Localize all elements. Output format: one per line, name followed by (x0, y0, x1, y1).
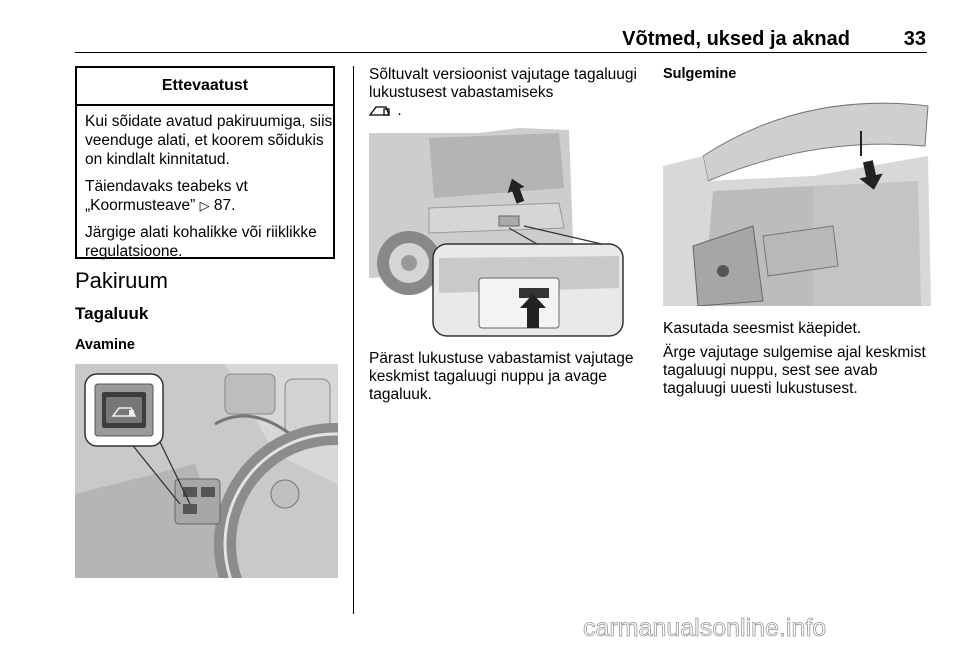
closing-heading: Sulgemine (663, 66, 737, 82)
rear-tailgate-button-illustration (369, 128, 625, 338)
warning-paragraph-2 (85, 177, 333, 215)
opening-heading: Avamine (75, 337, 135, 353)
header-title: Võtmed, uksed ja aknad (622, 28, 850, 50)
section-title: Pakiruum (75, 268, 168, 293)
unlock-instruction-end: . (397, 102, 402, 119)
tailgate-unlock-icon (369, 102, 397, 119)
column-divider (353, 66, 354, 614)
warning-paragraph-2-text: Täiendavaks teabeks vt „Koormusteave” (85, 178, 248, 214)
interior-switch-illustration (75, 364, 338, 578)
watermark-text: carmanualsonline.info (583, 614, 827, 642)
closing-paragraph-1: Kasutada seesmist käepidet. (663, 320, 862, 337)
section-subtitle: Tagaluuk (75, 304, 149, 323)
warning-body (77, 106, 333, 261)
closing-paragraph-2: Ärge vajutage sulgemise ajal keskmist tagaluugi nuppu, sest see avab tagaluugi uuesti lukustusest. (663, 344, 926, 397)
unlock-instruction (369, 66, 639, 120)
unlock-instruction-text: Sõltuvalt versioonist vajutage tagaluugi lukustusest vabastamiseks (369, 66, 637, 101)
after-unlock-instruction: Pärast lukustuse vabastamist vajutage keskmist tagaluugi nuppu ja avage tagaluuk. (369, 350, 634, 403)
open-tailgate-illustration (663, 96, 931, 306)
closing-instructions (663, 320, 933, 404)
warning-box (75, 66, 335, 259)
cross-reference-icon: ▷ (199, 198, 210, 213)
warning-paragraph-1: Kui sõidate avatud pakiruumiga, siis veenduge alati, et koorem sõidukis on kindlalt kinnitatud. (85, 113, 333, 168)
warning-paragraph-3: Järgige alati kohalikke või riiklikke regulatsioone. (85, 224, 317, 260)
page-number: 33 (903, 28, 926, 50)
warning-heading: Ettevaatust (77, 68, 333, 106)
header-divider (75, 52, 927, 53)
watermark (583, 612, 928, 642)
warning-page-ref[interactable]: 87. (213, 197, 236, 214)
